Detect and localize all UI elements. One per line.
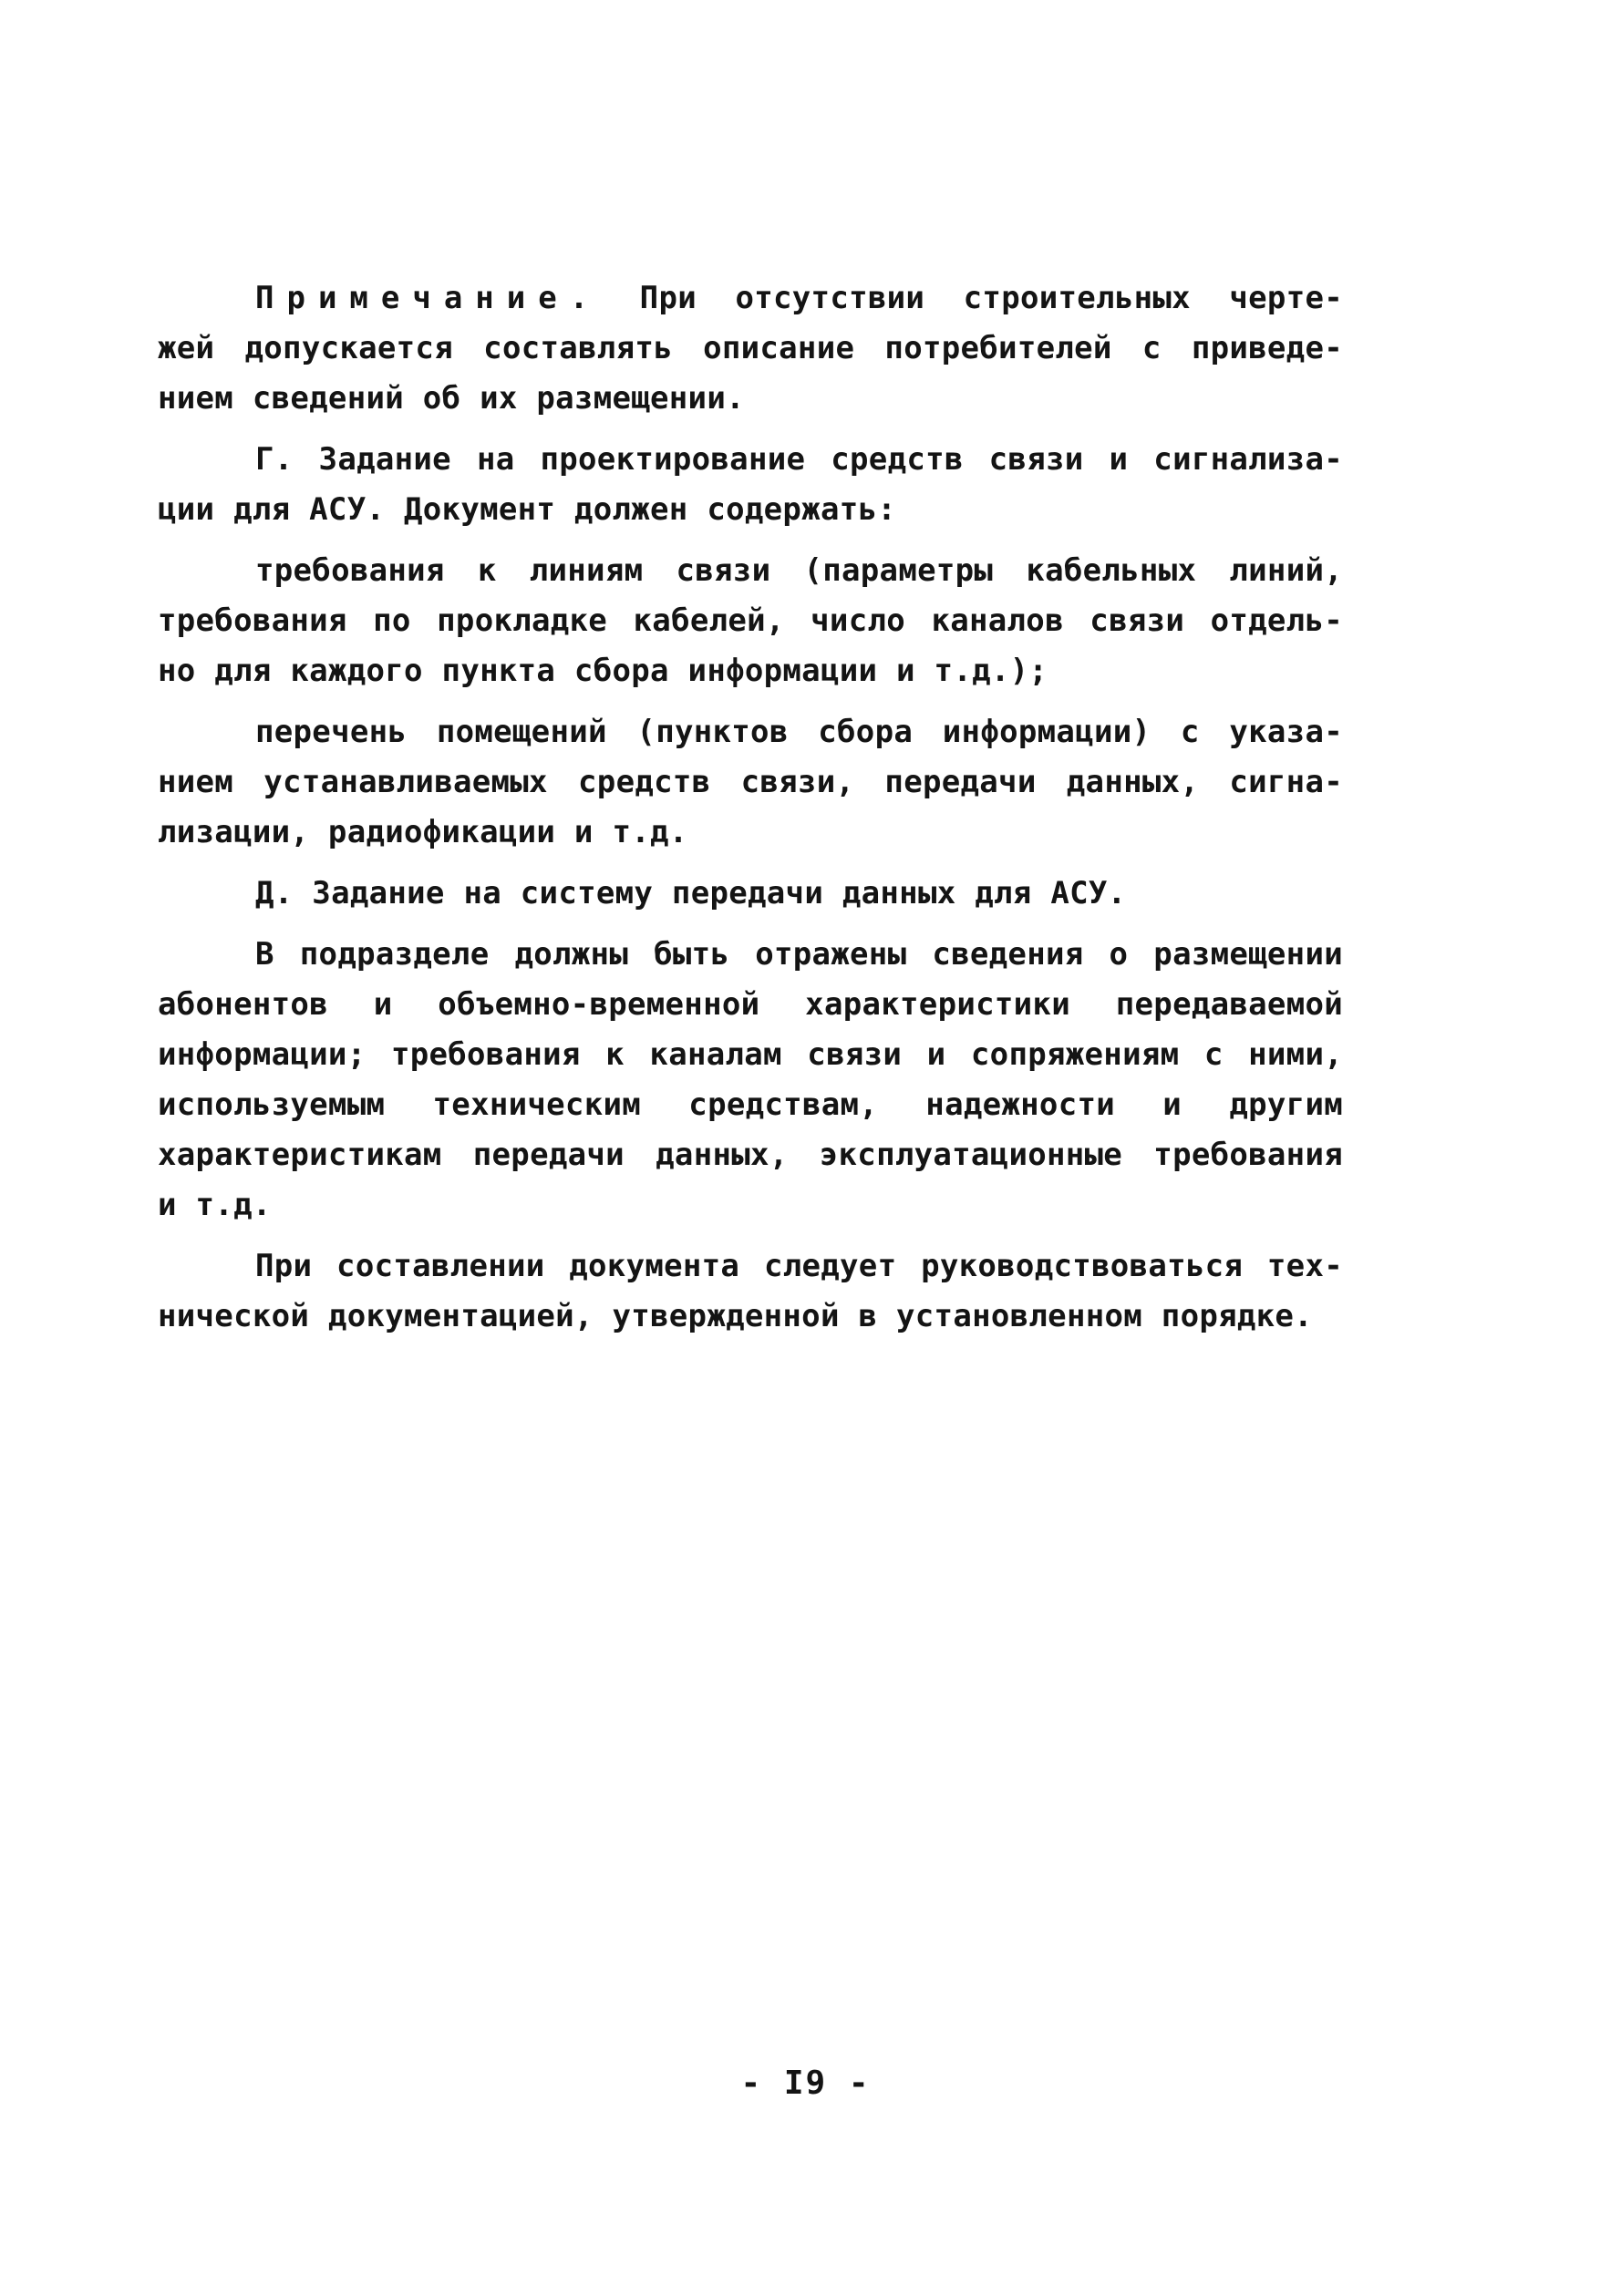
text-line: Д. Задание на систему передачи данных для АСУ.: [255, 875, 1127, 911]
paragraph-d: [158, 869, 1343, 919]
text-line: нием сведений об их размещении.: [158, 380, 745, 417]
paragraph-rooms: [158, 707, 1343, 858]
text-line: требования по прокладке кабелей, число каналов связи отдель-: [158, 602, 1343, 639]
text-line: нической документацией, утвержденной в установленном порядке.: [158, 1298, 1313, 1334]
text-line: используемым техническим средствам, надежности и другим: [158, 1086, 1343, 1123]
text-line: требования к линиям связи (параметры кабельных линий,: [255, 552, 1343, 589]
body-text: [158, 273, 1343, 1353]
page-number: - I9 -: [740, 2064, 871, 2102]
paragraph-requirements: [158, 546, 1343, 696]
text-line: и т.д.: [158, 1187, 272, 1223]
paragraph-g: [158, 435, 1343, 535]
text-line: характеристикам передачи данных, эксплуатационные требования: [158, 1137, 1343, 1173]
text-line: При составлении документа следует руководствоваться тех-: [255, 1248, 1343, 1284]
text-line: информации; требования к каналам связи и сопряжениям с ними,: [158, 1036, 1343, 1073]
text-line: ции для АСУ. Документ должен содержать:: [158, 491, 897, 528]
paragraph-guidance: [158, 1241, 1343, 1342]
text-line: нием устанавливаемых средств связи, передачи данных, сигна-: [158, 764, 1343, 800]
text-line: абонентов и объемно-временной характеристики передаваемой: [158, 986, 1343, 1023]
note-lead: Примечание.: [255, 280, 602, 316]
text-line: лизации, радиофикации и т.д.: [158, 814, 688, 850]
text-line: В подразделе должны быть отражены сведения о размещении: [255, 936, 1343, 973]
text-line: Примечание. При отсутствии строительных черте-: [255, 280, 1343, 316]
text-line: перечень помещений (пунктов сбора информации) с указа-: [255, 714, 1343, 750]
paragraph-note: [158, 273, 1343, 424]
text-line: но для каждого пункта сбора информации и т.д.);: [158, 653, 1048, 689]
text-line: Г. Задание на проектирование средств связи и сигнализа-: [255, 441, 1343, 478]
paragraph-subsection: [158, 930, 1343, 1230]
text-line: жей допускается составлять описание потребителей с приведе-: [158, 330, 1343, 366]
